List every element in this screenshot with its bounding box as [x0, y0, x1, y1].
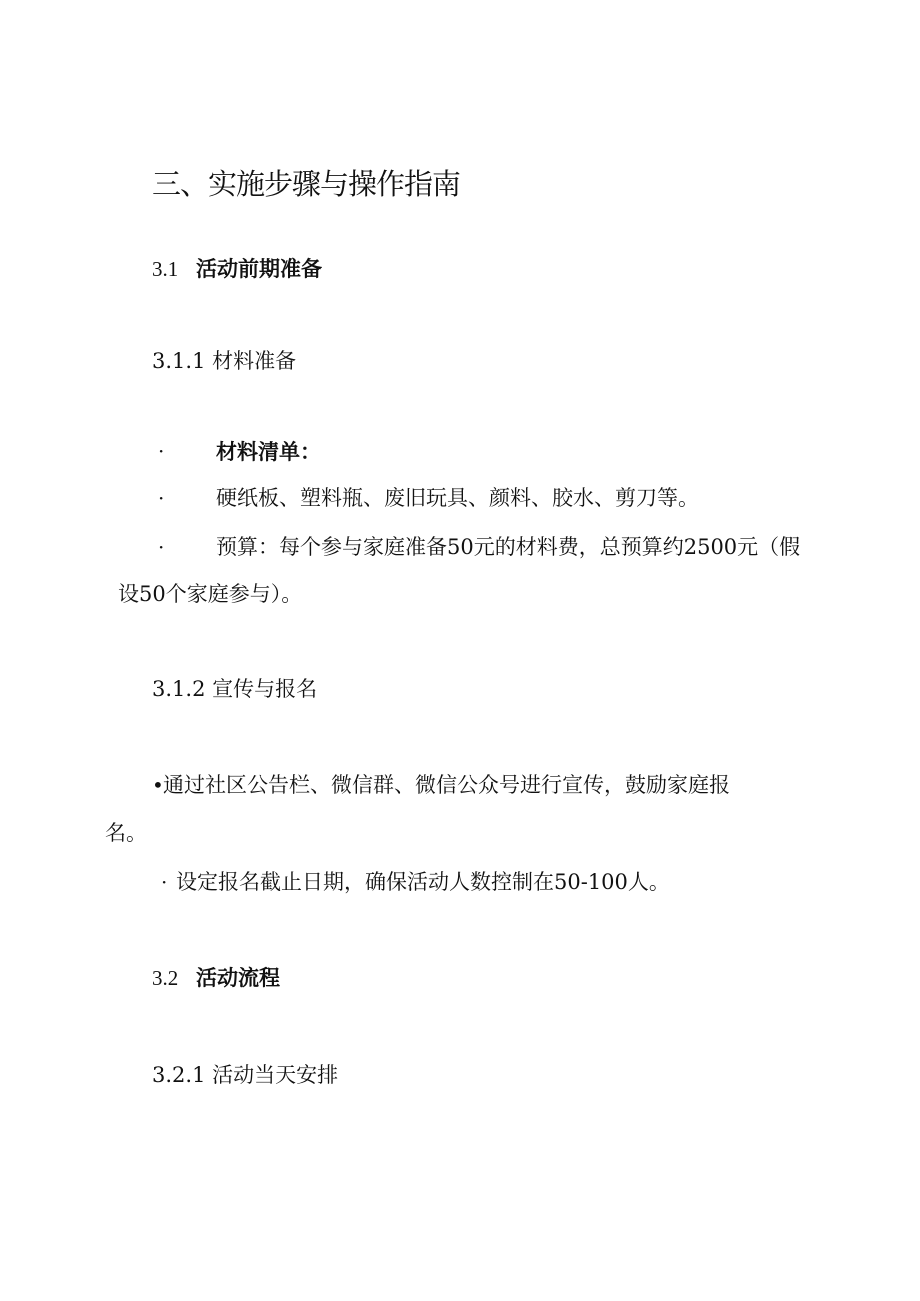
section-title: 三、实施步骤与操作指南	[152, 167, 461, 201]
heading-3-1-2: 3.1.2 宣传与报名	[152, 677, 318, 701]
bullet-marker: ·	[158, 535, 165, 559]
heading-3-2-1: 3.2.1 活动当天安排	[152, 1063, 339, 1087]
bullet-marker: ·	[161, 870, 168, 894]
heading-3-1	[152, 259, 322, 280]
heading-3-2-title: 活动流程	[196, 966, 280, 990]
heading-3-1-number: 3.1	[152, 257, 179, 281]
bullet-marker: •	[152, 773, 164, 797]
material-list-label: 材料清单：	[216, 439, 321, 464]
heading-3-1-title: 活动前期准备	[196, 257, 322, 281]
budget-text: 预算：每个参与家庭准备50元的材料费，总预算约2500元（假	[216, 535, 801, 559]
budget-text-continued: 设50个家庭参与）。	[118, 582, 303, 606]
heading-3-2	[152, 968, 280, 989]
material-list-items: 硬纸板、塑料瓶、废旧玩具、颜料、胶水、剪刀等。	[216, 486, 699, 510]
deadline-text: 设定报名截止日期，确保活动人数控制在50-100人。	[176, 870, 670, 894]
promotion-text-continued: 名。	[105, 821, 147, 845]
promotion-text: 通过社区公告栏、微信群、微信公众号进行宣传，鼓励家庭报	[163, 773, 730, 797]
bullet-marker: ·	[158, 439, 165, 463]
heading-3-2-number: 3.2	[152, 966, 179, 990]
bullet-marker: ·	[158, 486, 165, 510]
heading-3-1-1: 3.1.1 材料准备	[152, 349, 297, 373]
